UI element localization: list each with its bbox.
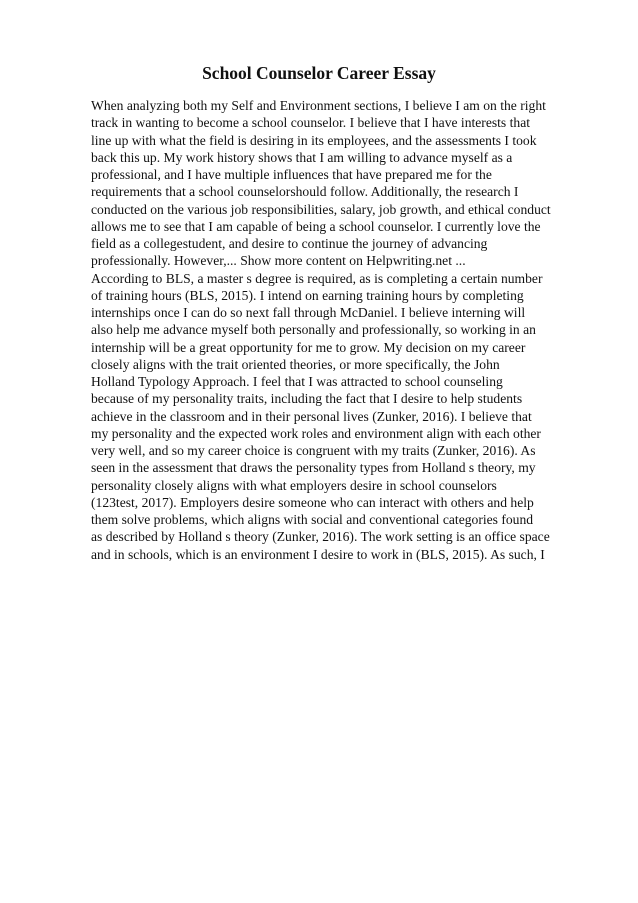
essay-body [91,97,611,563]
essay-line: back this up. My work history shows that I am willing to advance myself as a [91,149,513,165]
essay-line: According to BLS, a master s degree is required, as is completing a certain number [91,270,543,286]
essay-line: achieve in the classroom and in their personal lives (Zunker, 2016). I believe that [91,408,532,424]
essay-line: closely aligns with the trait oriented theories, or more specifically, the John [91,356,500,372]
essay-line: because of my personality traits, including the fact that I desire to help students [91,391,523,407]
essay-line: seen in the assessment that draws the personality types from Holland s theory, my [91,460,536,476]
essay-line: track in wanting to become a school counselor. I believe that I have interests that [91,115,531,131]
essay-line: and in schools, which is an environment I desire to work in (BLS, 2015). As such, I [91,546,545,562]
essay-line: professionally. However,... Show more content on Helpwriting.net ... [91,253,466,269]
essay-line: of training hours (BLS, 2015). I intend on earning training hours by completing [91,287,524,303]
essay-line: my personality and the expected work roles and environment align with each other [91,425,541,441]
essay-line: allows me to see that I am capable of being a school counselor. I currently love the [91,218,541,234]
essay-line: also help me advance myself both personally and professionally, so working in an [91,322,536,338]
essay-line: When analyzing both my Self and Environment sections, I believe I am on the right [91,98,546,113]
essay-line: professional, and I have multiple influences that have prepared me for the [91,167,492,182]
essay-line: as described by Holland s theory (Zunker, 2016). The work setting is an office space [91,529,550,545]
essay-line: them solve problems, which aligns with social and conventional categories found [91,512,534,527]
essay-line: requirements that a school counselorshould follow. Additionally, the research I [91,184,519,200]
essay-line: very well, and so my career choice is congruent with my traits (Zunker, 2016). As [91,443,536,458]
essay-line: internship will be a great opportunity for me to grow. My decision on my career [91,339,526,355]
essay-line: internships once I can do so next fall through McDaniel. I believe interning will [91,305,526,320]
essay-line: line up with what the field is desiring in its employees, and the assessments I took [91,132,537,148]
essay-line: personality closely aligns with what employers desire in school counselors [91,477,497,493]
essay-line: Holland Typology Approach. I feel that I was attracted to school counseling [91,374,503,389]
essay-line: conducted on the various job responsibilities, salary, job growth, and ethical conduct [91,201,551,217]
essay-line: (123test, 2017). Employers desire someone who can interact with others and help [91,494,534,510]
document-title: School Counselor Career Essay [202,63,436,83]
essay-line: field as a collegestudent, and desire to continue the journey of advancing [91,236,488,251]
